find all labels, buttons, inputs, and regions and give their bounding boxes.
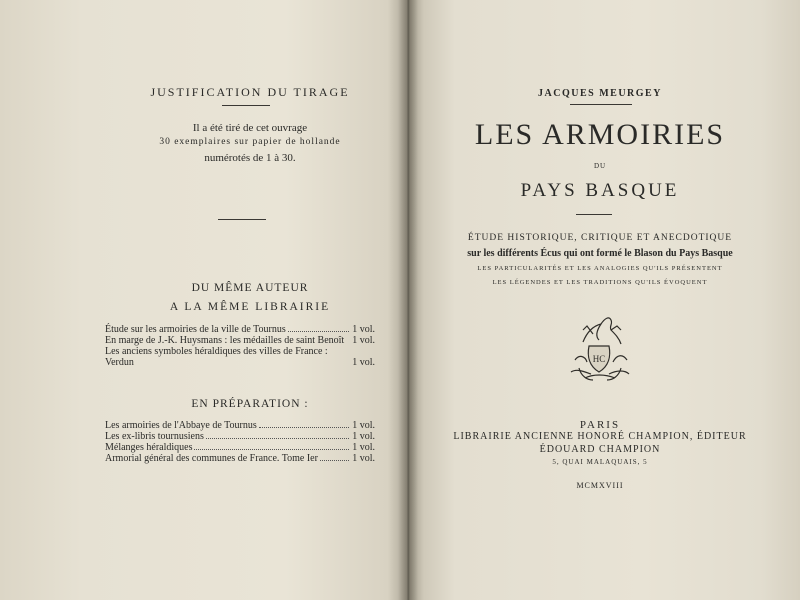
same-author-heading: DU MÊME AUTEUR	[191, 282, 309, 294]
book-gutter	[398, 0, 418, 600]
description-line-4: LES LÉGENDES ET LES TRADITIONS QU'ILS ÉVOQUENT	[492, 279, 708, 286]
svg-text:HC: HC	[592, 354, 606, 364]
in-preparation-works-list	[105, 420, 375, 464]
work-volume: 1 vol.	[352, 453, 375, 464]
divider	[218, 219, 266, 220]
work-title: Étude sur les armoiries de la ville de Tournus	[105, 324, 286, 335]
justification-line-2: 30 exemplaires sur papier de hollande	[159, 137, 341, 147]
same-author-works-list	[105, 324, 375, 368]
list-item	[105, 453, 375, 464]
list-item	[105, 442, 375, 453]
list-item	[105, 324, 375, 335]
list-item	[105, 346, 375, 368]
description-line-2: sur les différents Écus qui ont formé le Blason du Pays Basque	[467, 248, 733, 259]
in-preparation-heading: EN PRÉPARATION :	[191, 398, 309, 410]
same-publisher-heading: A LA MÊME LIBRAIRIE	[169, 301, 331, 313]
publisher-line-2: ÉDOUARD CHAMPION	[539, 444, 661, 455]
justification-line-3: numérotés de 1 à 30.	[204, 152, 296, 164]
work-title: Armorial général des communes de France. Tome Ier	[105, 453, 318, 464]
publisher-line-1: LIBRAIRIE ANCIENNE HONORÉ CHAMPION, ÉDITEUR	[453, 431, 747, 442]
work-title: Les ex-libris tournusiens	[105, 431, 204, 442]
divider	[576, 214, 612, 215]
dot-leader	[194, 449, 349, 450]
work-title: Les anciens symboles héraldiques des villes de France : Verdun	[105, 346, 328, 368]
title-connector: DU	[593, 162, 607, 170]
divider	[570, 104, 632, 105]
work-title: En marge de J.-K. Huysmans : les médailles de saint Benoît	[105, 335, 345, 346]
book-title: LES ARMOIRIES	[474, 118, 726, 151]
divider	[222, 105, 270, 106]
work-volume: 1 vol.	[352, 335, 375, 346]
publisher-city: PARIS	[579, 419, 621, 431]
justification-line-1: Il a été tiré de cet ouvrage	[192, 122, 308, 134]
work-volume: 1 vol.	[352, 420, 375, 431]
work-volume: 1 vol.	[352, 431, 375, 442]
book-subtitle: PAYS BASQUE	[520, 180, 680, 201]
publication-year: MCMXVIII	[576, 481, 624, 490]
work-title: Mélanges héraldiques	[105, 442, 193, 453]
list-item	[105, 335, 375, 346]
work-volume: 1 vol.	[352, 324, 375, 335]
horse-shield-emblem-icon	[565, 312, 635, 384]
justification-title: JUSTIFICATION DU TIRAGE	[150, 85, 350, 99]
description-line-3: LES PARTICULARITÉS ET LES ANALOGIES QU'ILS PRÉSENTENT	[477, 265, 723, 272]
work-title: Les armoiries de l'Abbaye de Tournus	[105, 420, 257, 431]
list-item	[105, 431, 375, 442]
author-name: JACQUES MEURGEY	[538, 88, 662, 99]
work-volume: 1 vol.	[352, 357, 375, 368]
description-line-1: ÉTUDE HISTORIQUE, CRITIQUE ET ANECDOTIQUE	[467, 233, 733, 243]
dot-leader	[206, 438, 349, 439]
list-item	[105, 420, 375, 431]
dot-leader	[320, 460, 349, 461]
publisher-address: 5, QUAI MALAQUAIS, 5	[552, 458, 648, 466]
work-volume: 1 vol.	[352, 442, 375, 453]
dot-leader	[259, 427, 350, 428]
dot-leader	[288, 331, 349, 332]
